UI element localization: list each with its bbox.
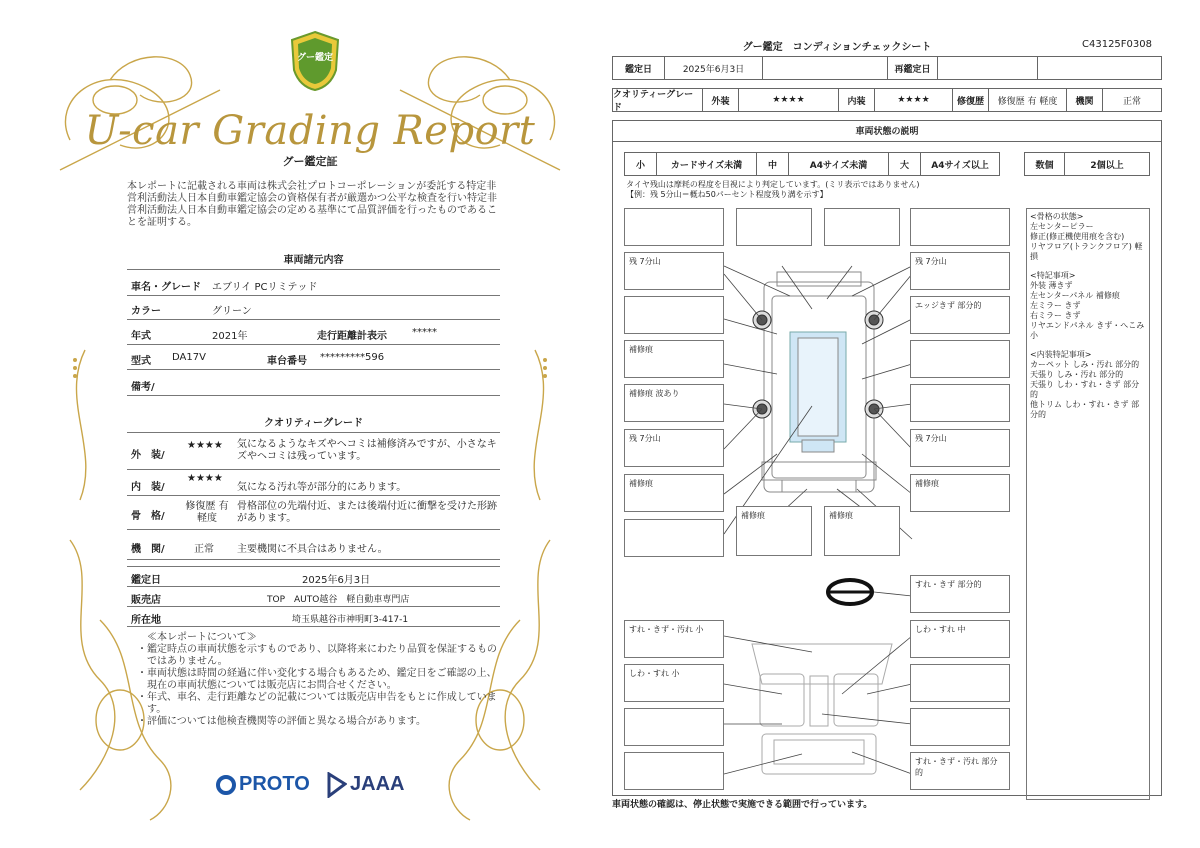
remarks-row [127, 370, 500, 396]
sheet-code: C43125F0308 [1082, 39, 1152, 50]
shop-label: 販売店 [131, 595, 161, 606]
damage-box [910, 708, 1010, 746]
badge-text: グー鑑定 [296, 53, 333, 63]
engine-label: 機 関/ [131, 544, 165, 555]
damage-box [910, 664, 1010, 702]
damage-box: 補修痕 [736, 506, 812, 556]
damage-box: 残 7分山 [624, 429, 724, 467]
engine-label: 機関 [1067, 89, 1103, 111]
interior-desc: 気になる汚れ等が部分的にあります。 [237, 482, 407, 493]
damage-box [910, 340, 1010, 378]
condition-title: 車両状態の説明 [612, 120, 1162, 142]
jaaa-logo: JAAA [350, 773, 405, 795]
date-value: 2025年6月3日 [302, 575, 371, 586]
note-line: 天張り しわ・すれ・きず 部分的 [1030, 380, 1140, 399]
size-large: 大 [889, 153, 921, 175]
note-item: ・鑑定時点の車両状態を示すものであり、以降将来にわたり品質を保証するものではありません。 [137, 644, 497, 667]
model-value: DA17V [172, 352, 206, 363]
damage-box: 残 7分山 [910, 429, 1010, 467]
damage-box: 残 7分山 [910, 252, 1010, 290]
color-label: カラー [131, 306, 161, 317]
frame-row [127, 496, 500, 530]
chassis-value: *********596 [320, 352, 385, 363]
interior-label: 内 装/ [131, 482, 165, 493]
note-line: リヤエンドパネル きず・へこみ 小 [1030, 321, 1145, 340]
damage-box [910, 208, 1010, 246]
note-line: 他トリム しわ・すれ・きず 部分的 [1030, 400, 1140, 419]
history-value: 修復歴 有 軽度 [989, 89, 1067, 111]
car-name-value: エブリイ PCリミテッド [212, 282, 318, 293]
quality-section-title: クオリティーグレード [264, 418, 363, 429]
address-row [127, 607, 500, 627]
recheck-label: 再鑑定日 [888, 57, 938, 79]
footnote: 車両状態の確認は、停止状態で実施できる範囲で行っています。 [612, 800, 873, 810]
frame-value: 修復歴 有 軽度 [185, 501, 229, 524]
damage-box: 補修痕 [624, 474, 724, 512]
note-item: ・車両状態は時間の経過に伴い変化する場合もあるため、鑑定日をご確認の上、現在の車両状態については販売店にお問合せください。 [137, 668, 497, 691]
year-value: 2021年 [212, 331, 248, 342]
damage-box: すれ・きず 部分的 [910, 575, 1010, 613]
special-notes [1030, 271, 1146, 341]
damage-box [624, 208, 724, 246]
address-value: 埼玉県越谷市神明町3-417-1 [292, 615, 409, 625]
exterior-desc: 気になるようなキズやヘコミは補修済みですが、小さなキズやヘコミは残っています。 [237, 439, 497, 462]
size-small: 小 [625, 153, 657, 175]
damage-box: しわ・すれ 小 [624, 664, 724, 702]
damage-box: 補修痕 [624, 340, 724, 378]
note-line: 右ミラー きず [1030, 311, 1081, 320]
note-item: ・評価については他検査機関等の評価と異なる場合があります。 [137, 716, 426, 727]
year-label: 年式 [131, 331, 151, 342]
damage-box [624, 519, 724, 557]
tire-note-line: 【例：残 5分山＝概ね50パーセント程度残り溝を示す】 [626, 190, 828, 199]
remarks-label: 備考/ [131, 382, 155, 393]
logos [215, 772, 455, 800]
shop-value: TOP AUTO越谷 軽自動車専門店 [267, 595, 410, 605]
frame-label: 骨 格/ [131, 511, 165, 522]
damage-box [824, 208, 900, 246]
divider [127, 269, 500, 270]
damage-box: すれ・きず・汚れ 小 [624, 620, 724, 658]
damage-box [624, 708, 724, 746]
note-line: カーペット しみ・汚れ 部分的 [1030, 360, 1140, 369]
quality-label: クオリティーグレード [613, 89, 703, 111]
damage-box: 補修痕 [910, 474, 1010, 512]
divider [127, 432, 500, 433]
note-line: 修正(修正機使用痕を含む) [1030, 232, 1125, 241]
exterior-label: 外 装/ [131, 450, 165, 461]
damage-box [736, 208, 812, 246]
date-row [127, 567, 500, 587]
engine-desc: 主要機関に不具合はありません。 [237, 544, 388, 555]
size-mid-desc: A4サイズ未満 [789, 153, 889, 175]
mileage-label: 走行距離計表示 [317, 331, 387, 342]
damage-box: エッジきず 部分的 [910, 296, 1010, 334]
chassis-label: 車台番号 [267, 356, 307, 367]
car-name-label: 車名・グレード [131, 282, 201, 293]
spec-section-title: 車両諸元内容 [283, 255, 344, 266]
exterior-label: 外装 [703, 89, 739, 111]
notes-heading: <内装特記事項> [1030, 350, 1092, 359]
report-notes [135, 632, 505, 728]
notes-heading: <骨格の状態> [1030, 212, 1084, 221]
tire-note-line: タイヤ残山は摩耗の程度を目視により判定しています。(ミリ表示ではありません) [626, 180, 920, 189]
goo-appraisal-badge [288, 30, 342, 92]
notes-heading: <特記事項> [1030, 271, 1076, 280]
damage-box: 残 7分山 [624, 252, 724, 290]
note-line: 左センターピラー [1030, 222, 1094, 231]
history-label: 修復歴 [953, 89, 989, 111]
grading-certificate [40, 20, 580, 835]
engine-value: 正常 [194, 544, 214, 555]
model-row [127, 345, 500, 370]
size-small-desc: カードサイズ未満 [657, 153, 757, 175]
count-label: 数個 [1025, 153, 1065, 175]
interior-label: 内装 [839, 89, 875, 111]
interior-row [127, 470, 500, 496]
notes-title: ≪本レポートについて≫ [147, 632, 257, 643]
note-line: リヤフロア(トランクフロア) 軽損 [1030, 242, 1143, 261]
certificate-title: グー鑑定証 [282, 155, 338, 168]
script-title: U-car Grading Report [84, 108, 536, 154]
jaaa-logo-icon [327, 772, 347, 798]
engine-value: 正常 [1122, 96, 1141, 107]
note-item: ・年式、車名、走行距離などの記載については販売店申告をもとに作成しています。 [137, 692, 497, 715]
damage-box [624, 752, 724, 790]
color-row [127, 296, 500, 320]
condition-notes [1026, 208, 1150, 800]
note-line: 左ミラー きず [1030, 301, 1081, 310]
damage-box [624, 296, 724, 334]
note-line: 外装 薄きず [1030, 281, 1073, 290]
certificate-body: 本レポートに記載される車両は株式会社プロトコーポレーションが委託する特定非営利活動法人日本自動車鑑定協会の資格保有者が厳選かつ公平な検査を行い特定非営利活動法人日本自動車鑑定協会の定める基準にて品質評価を行ったものであることを証明する。 [127, 181, 497, 228]
size-mid: 中 [757, 153, 789, 175]
sheet-title: グー鑑定 コンディションチェックシート [742, 42, 932, 53]
car-name-row [127, 272, 500, 296]
interior-stars: ★★★★ [187, 473, 223, 484]
date-value: 2025年6月3日 [665, 57, 763, 79]
damage-box: 補修痕 波あり [624, 384, 724, 422]
proto-logo: PROTO [239, 773, 310, 795]
damage-box [910, 384, 1010, 422]
mileage-value: ***** [412, 327, 437, 338]
note-line: 天張り しみ・汚れ 部分的 [1030, 370, 1124, 379]
count-desc: 2個以上 [1090, 160, 1124, 171]
proto-logo-icon [215, 774, 237, 796]
model-label: 型式 [131, 356, 151, 367]
exterior-stars: ★★★★ [187, 440, 223, 451]
interior-notes [1030, 350, 1146, 420]
interior-stars: ★★★★ [875, 89, 953, 111]
exterior-row [127, 434, 500, 470]
shop-row [127, 587, 500, 607]
size-large-desc: A4サイズ以上 [931, 160, 989, 171]
frame-desc: 骨格部位の先端付近、または後端付近に衝撃を受けた形跡があります。 [237, 501, 497, 524]
exterior-stars: ★★★★ [739, 89, 839, 111]
year-row [127, 320, 500, 345]
engine-row [127, 530, 500, 560]
color-value: グリーン [212, 306, 252, 317]
condition-check-sheet [612, 34, 1162, 824]
damage-box: しわ・すれ 中 [910, 620, 1010, 658]
date-label: 鑑定日 [613, 57, 665, 79]
address-label: 所在地 [131, 615, 161, 626]
note-line: 左センターパネル 補修痕 [1030, 291, 1120, 300]
date-label: 鑑定日 [131, 575, 161, 586]
frame-notes [1030, 212, 1146, 262]
damage-box: 補修痕 [824, 506, 900, 556]
damage-box: すれ・きず・汚れ 部分的 [910, 752, 1010, 790]
